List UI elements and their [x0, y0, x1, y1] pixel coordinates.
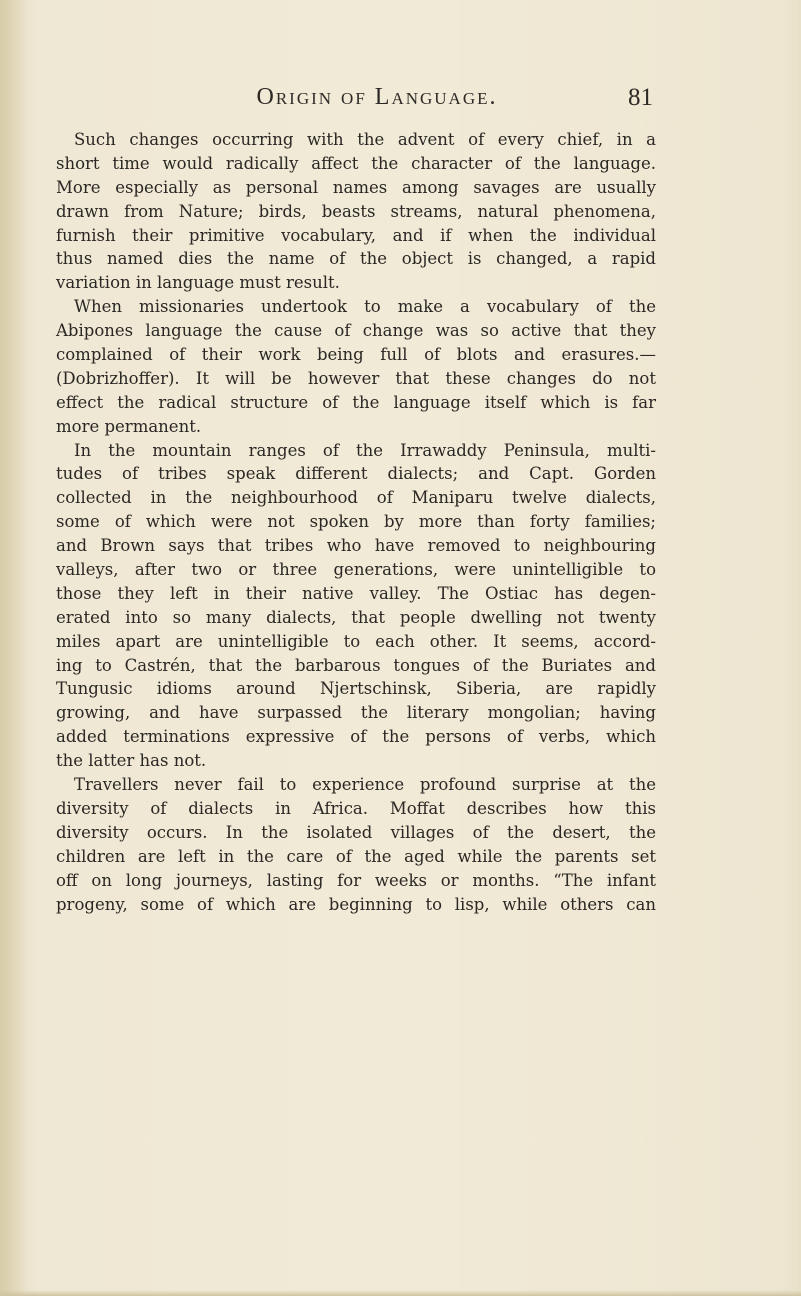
- text-line: some of which were not spoken by more than forty families;: [56, 512, 656, 532]
- text-line: miles apart are unintelligible to each other. It seems, accord-: [56, 631, 656, 651]
- running-title: Origin of Language.: [256, 84, 498, 110]
- text-line: growing, and have surpassed the literary mongolian; having: [56, 703, 656, 723]
- text-line: those they left in their native valley. The Ostiac has degen-: [56, 583, 656, 603]
- text-line: (Dobrizhoffer). It will be however that these changes do not: [56, 368, 656, 388]
- text-line: Tungusic idioms around Njertschinsk, Siberia, are rapidly: [56, 679, 656, 699]
- text-line: tudes of tribes speak different dialects; and Capt. Gorden: [56, 464, 656, 484]
- text-line: erated into so many dialects, that people dwelling not twenty: [56, 607, 656, 627]
- body-text: [56, 128, 656, 916]
- text-line: drawn from Nature; birds, beasts streams, natural phenomena,: [56, 201, 656, 221]
- text-line: collected in the neighbourhood of Maniparu twelve dialects,: [56, 488, 656, 508]
- text-line: valleys, after two or three generations, were unintelligible to: [56, 560, 656, 580]
- binding-shadow: [0, 0, 28, 1296]
- text-line: thus named dies the name of the object is changed, a rapid: [56, 249, 656, 269]
- text-line: off on long journeys, lasting for weeks or months. “The infant: [56, 870, 656, 890]
- text-line: When missionaries undertook to make a vocabulary of the: [74, 297, 656, 317]
- text-line: short time would radically affect the character of the language.: [56, 153, 656, 173]
- text-line: and Brown says that tribes who have removed to neighbouring: [56, 536, 656, 556]
- running-head: [0, 84, 801, 124]
- text-line: variation in language must result.: [56, 273, 340, 293]
- text-line: progeny, some of which are beginning to lisp, while others can: [56, 894, 656, 914]
- text-line: the latter has not.: [56, 751, 207, 771]
- text-line: In the mountain ranges of the Irrawaddy Peninsula, multi-: [74, 440, 656, 460]
- text-line: diversity of dialects in Africa. Moffat describes how this: [56, 798, 656, 818]
- text-line: diversity occurs. In the isolated villages of the desert, the: [56, 822, 656, 842]
- text-line: Travellers never fail to experience profound surprise at the: [74, 775, 656, 795]
- text-line: ing to Castrén, that the barbarous tongues of the Buriates and: [56, 655, 656, 675]
- text-line: furnish their primitive vocabulary, and if when the individual: [56, 225, 656, 245]
- text-line: More especially as personal names among savages are usually: [56, 177, 656, 197]
- page-bottom-edge: [0, 1290, 801, 1296]
- text-line: Such changes occurring with the advent of every chief, in a: [74, 130, 656, 149]
- text-line: effect the radical structure of the language itself which is far: [56, 392, 656, 412]
- page-number: 81: [628, 84, 653, 111]
- text-line: complained of their work being full of blots and erasures.—: [56, 345, 656, 365]
- text-line: added terminations expressive of the persons of verbs, which: [56, 727, 656, 747]
- text-line: children are left in the care of the aged while the parents set: [56, 846, 656, 866]
- text-line: Abipones language the cause of change was so active that they: [56, 321, 656, 341]
- text-line: more permanent.: [56, 416, 202, 436]
